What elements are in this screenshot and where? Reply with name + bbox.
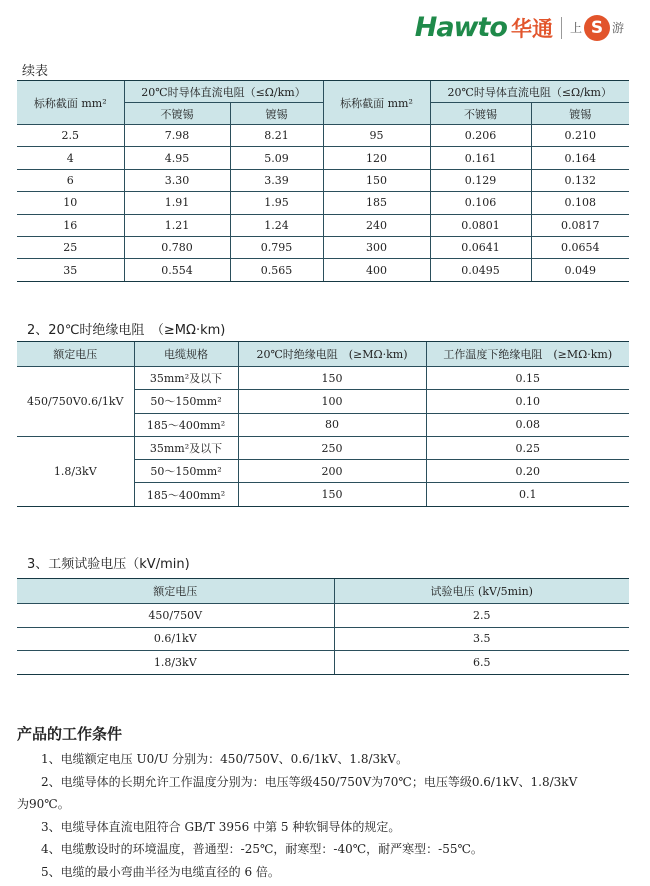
area-cell: 185 — [323, 192, 430, 214]
resistance-cell: 0.554 — [124, 259, 230, 281]
resistance-cell: 0.164 — [531, 147, 629, 169]
resistance-cell: 3.30 — [124, 169, 230, 191]
table-row — [17, 367, 629, 390]
col-header-tinned-left: 镀锡 — [230, 103, 323, 125]
col-header-plain-left: 不镀锡 — [124, 103, 230, 125]
insulation-cell: 200 — [238, 460, 426, 483]
col-header-voltage: 额定电压 — [17, 342, 134, 367]
brand-logo — [415, 12, 624, 43]
insulation-cell: 250 — [238, 436, 426, 459]
resistance-cell: 1.95 — [230, 192, 323, 214]
resistance-cell: 0.108 — [531, 192, 629, 214]
insulation-cell: 0.25 — [426, 436, 629, 459]
mark-circle: S — [584, 15, 610, 41]
resistance-cell: 0.132 — [531, 169, 629, 191]
spec-cell: 50～150mm² — [134, 390, 238, 413]
spec-cell: 185～400mm² — [134, 413, 238, 436]
col-header-area-right: 标称截面 mm² — [323, 81, 430, 125]
table-row — [17, 169, 629, 191]
insulation-table — [17, 341, 629, 507]
insulation-cell: 100 — [238, 390, 426, 413]
mark-left-char: 上 — [569, 21, 582, 35]
brand-name-en: Hawto — [414, 12, 507, 43]
insulation-cell: 150 — [238, 367, 426, 390]
col-header-insul-20c: 20℃时绝缘电阻 (≥MΩ·km) — [238, 342, 426, 367]
spec-cell: 185～400mm² — [134, 483, 238, 506]
resistance-cell: 0.780 — [124, 236, 230, 258]
table-row — [17, 651, 629, 675]
insulation-cell: 80 — [238, 413, 426, 436]
resistance-cell: 1.91 — [124, 192, 230, 214]
area-cell: 16 — [17, 214, 124, 236]
resistance-table — [17, 80, 629, 282]
voltage-cell: 450/750V0.6/1kV — [17, 367, 134, 437]
resistance-cell: 0.206 — [430, 125, 531, 147]
col-header-rated-voltage: 额定电压 — [17, 579, 334, 604]
condition-item: 4、电缆敷设时的环境温度，普通型：-25℃，耐寒型：-40℃，耐严寒型：-55℃。 — [41, 842, 483, 857]
area-cell: 25 — [17, 236, 124, 258]
resistance-cell: 3.39 — [230, 169, 323, 191]
table-row — [17, 147, 629, 169]
test-voltage-table — [17, 578, 629, 675]
test-voltage-cell: 3.5 — [334, 627, 629, 651]
logo-divider — [561, 17, 562, 39]
resistance-cell: 0.0654 — [531, 236, 629, 258]
resistance-cell: 0.049 — [531, 259, 629, 281]
voltage-cell: 1.8/3kV — [17, 436, 134, 506]
resistance-cell: 0.0495 — [430, 259, 531, 281]
condition-item-continuation: 为90℃。 — [17, 797, 70, 812]
test-voltage-cell: 6.5 — [334, 651, 629, 675]
rated-voltage-cell: 1.8/3kV — [17, 651, 334, 675]
spec-cell: 35mm²及以下 — [134, 367, 238, 390]
col-header-test-voltage: 试验电压 (kV/5min) — [334, 579, 629, 604]
table-row — [17, 125, 629, 147]
insulation-cell: 0.1 — [426, 483, 629, 506]
resistance-cell: 0.795 — [230, 236, 323, 258]
resistance-cell: 8.21 — [230, 125, 323, 147]
resistance-cell: 0.161 — [430, 147, 531, 169]
rated-voltage-cell: 0.6/1kV — [17, 627, 334, 651]
area-cell: 150 — [323, 169, 430, 191]
insulation-cell: 0.20 — [426, 460, 629, 483]
mark-right-char: 游 — [611, 21, 624, 35]
area-cell: 6 — [17, 169, 124, 191]
col-header-spec: 电缆规格 — [134, 342, 238, 367]
spec-cell: 50～150mm² — [134, 460, 238, 483]
area-cell: 120 — [323, 147, 430, 169]
col-header-area-left: 标称截面 mm² — [17, 81, 124, 125]
table-row — [17, 604, 629, 628]
resistance-cell: 0.106 — [430, 192, 531, 214]
area-cell: 240 — [323, 214, 430, 236]
col-header-tinned-right: 镀锡 — [531, 103, 629, 125]
spec-cell: 35mm²及以下 — [134, 436, 238, 459]
col-header-plain-right: 不镀锡 — [430, 103, 531, 125]
insulation-cell: 0.15 — [426, 367, 629, 390]
resistance-cell: 0.0641 — [430, 236, 531, 258]
resistance-cell: 1.21 — [124, 214, 230, 236]
condition-item: 2、电缆导体的长期允许工作温度分别为：电压等级450/750V为70℃；电压等级0.6/1kV、1.8/3kV — [41, 774, 578, 789]
table-row — [17, 436, 629, 459]
rated-voltage-cell: 450/750V — [17, 604, 334, 628]
table-row — [17, 236, 629, 258]
shangyou-mark-icon — [570, 15, 624, 41]
condition-item: 1、电缆额定电压 U0/U 分别为：450/750V、0.6/1kV、1.8/3kV。 — [41, 752, 409, 766]
table-row — [17, 192, 629, 214]
col-header-resist-left: 20℃时导体直流电阻（≤Ω/km） — [124, 81, 323, 103]
area-cell: 35 — [17, 259, 124, 281]
brand-name-cn: 华通 — [510, 16, 553, 41]
area-cell: 300 — [323, 236, 430, 258]
table-row — [17, 627, 629, 651]
conditions-list — [17, 748, 629, 884]
resistance-cell: 4.95 — [124, 147, 230, 169]
insulation-cell: 0.08 — [426, 413, 629, 436]
resistance-cell: 0.129 — [430, 169, 531, 191]
resistance-cell: 0.0817 — [531, 214, 629, 236]
resistance-cell: 0.210 — [531, 125, 629, 147]
page-header — [0, 0, 650, 52]
table-row — [17, 214, 629, 236]
resistance-cell: 5.09 — [230, 147, 323, 169]
resistance-cell: 0.0801 — [430, 214, 531, 236]
area-cell: 4 — [17, 147, 124, 169]
table1-title: 续表 — [22, 64, 49, 79]
conditions-title: 产品的工作条件 — [17, 725, 123, 743]
resistance-cell: 0.565 — [230, 259, 323, 281]
test-voltage-cell: 2.5 — [334, 604, 629, 628]
condition-item: 5、电缆的最小弯曲半径为电缆直径的 6 倍。 — [41, 864, 280, 879]
col-header-resist-right: 20℃时导体直流电阻（≤Ω/km） — [430, 81, 629, 103]
table-row — [17, 259, 629, 281]
area-cell: 95 — [323, 125, 430, 147]
resistance-cell: 1.24 — [230, 214, 323, 236]
area-cell: 2.5 — [17, 125, 124, 147]
table3-title: 3、工频试验电压（kV/min) — [27, 557, 190, 572]
resistance-cell: 7.98 — [124, 125, 230, 147]
col-header-insul-work: 工作温度下绝缘电阻 (≥MΩ·km) — [426, 342, 629, 367]
area-cell: 10 — [17, 192, 124, 214]
insulation-cell: 0.10 — [426, 390, 629, 413]
insulation-cell: 150 — [238, 483, 426, 506]
table2-title: 2、20℃时绝缘电阻 （≥MΩ·km) — [27, 323, 226, 338]
area-cell: 400 — [323, 259, 430, 281]
condition-item: 3、电缆导体直流电阻符合 GB/T 3956 中第 5 种软铜导体的规定。 — [41, 819, 401, 834]
